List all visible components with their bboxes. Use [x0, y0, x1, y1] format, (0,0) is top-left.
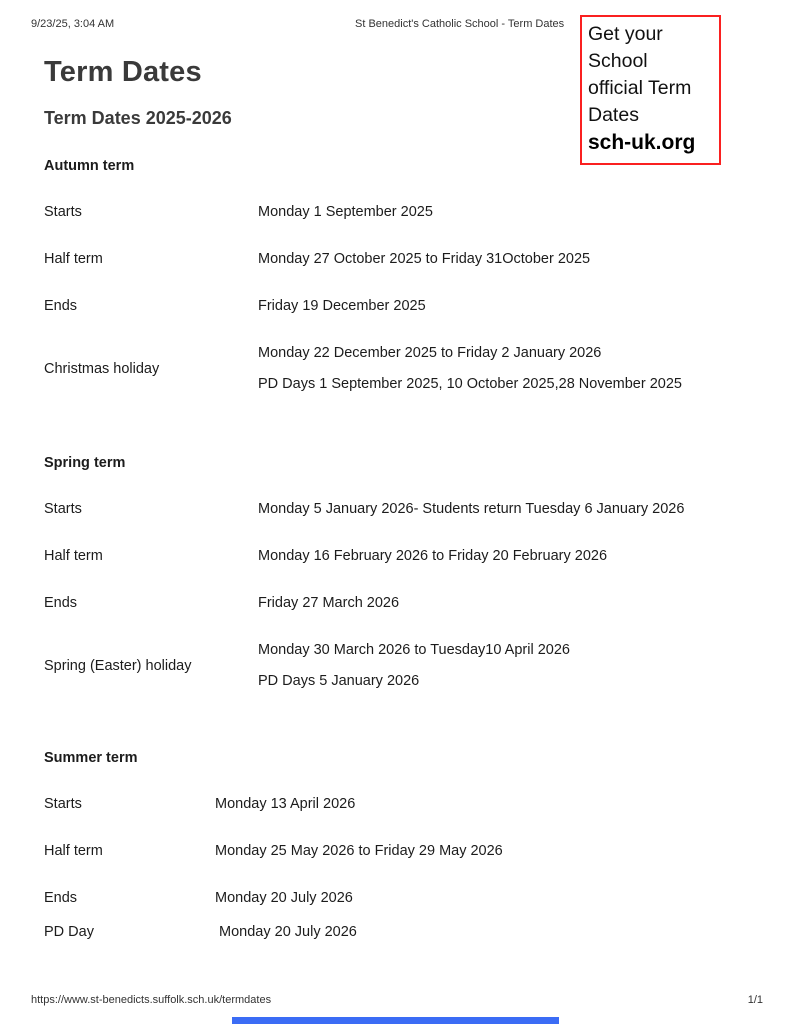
term-row-label: Starts [44, 796, 82, 812]
term-row-value: Monday 27 October 2025 to Friday 31October 2025 [258, 251, 591, 267]
term-row-value: PD Days 5 January 2026 [258, 673, 420, 689]
term-dates-content [44, 159, 760, 972]
term-row-label: Ends [44, 595, 78, 611]
bottom-blue-bar [232, 1017, 559, 1024]
section-autumn-term [44, 159, 760, 392]
term-row [44, 549, 760, 564]
section-heading: Spring term [44, 455, 126, 471]
term-row-value: Monday 13 April 2026 [215, 796, 356, 812]
term-row [44, 797, 760, 812]
term-row-label: Starts [44, 501, 82, 517]
print-document-title: St Benedict's Catholic School - Term Dates [355, 18, 565, 30]
term-row-value: Monday 1 September 2025 [258, 204, 433, 220]
term-row-value: Monday 25 May 2026 to Friday 29 May 2026 [215, 843, 503, 859]
print-timestamp: 9/23/25, 3:04 AM [31, 18, 115, 30]
term-row-value: Monday 16 February 2026 to Friday 20 February 2026 [258, 548, 608, 564]
term-row-value: Monday 30 March 2026 to Tuesday10 April 2026 [258, 642, 570, 658]
ad-text-line: School [588, 50, 648, 72]
ad-brand-url: sch-uk.org [588, 131, 696, 154]
print-footer-page-indicator: 1/1 [747, 994, 763, 1006]
page-subtitle: Term Dates 2025-2026 [44, 108, 232, 128]
term-row-label: PD Day [44, 924, 94, 940]
term-row-value: Friday 27 March 2026 [258, 595, 400, 611]
term-row-holiday [44, 346, 760, 392]
term-row-values [258, 346, 682, 392]
print-footer-url: https://www.st-benedicts.suffolk.sch.uk/termdates [31, 994, 272, 1006]
page-title: Term Dates [44, 56, 202, 88]
term-row-label: Spring (Easter) holiday [44, 657, 192, 674]
ad-text-line: official Term [588, 77, 692, 99]
term-row [44, 596, 760, 611]
term-row-label: Christmas holiday [44, 360, 160, 377]
term-row-values [258, 643, 570, 689]
term-row-label: Half term [44, 251, 103, 267]
ad-box-sch-uk[interactable] [580, 15, 721, 165]
section-spring-term [44, 456, 760, 689]
section-heading: Summer term [44, 750, 138, 766]
section-heading: Autumn term [44, 158, 135, 174]
term-row-label: Starts [44, 204, 82, 220]
term-row [44, 844, 760, 859]
term-row-value: Monday 20 July 2026 [215, 924, 357, 940]
term-row-label: Half term [44, 548, 103, 564]
term-row-label: Ends [44, 298, 78, 314]
term-row [44, 205, 760, 220]
term-row-value: Friday 19 December 2025 [258, 298, 426, 314]
term-row [44, 925, 760, 940]
term-row-label: Ends [44, 890, 78, 906]
ad-text-line: Dates [588, 104, 639, 126]
term-row [44, 252, 760, 267]
term-row [44, 299, 760, 314]
term-row-holiday [44, 643, 760, 689]
term-row-value: PD Days 1 September 2025, 10 October 2025,28 November 2025 [258, 376, 682, 392]
term-row [44, 502, 760, 517]
ad-text-line: Get your [588, 23, 663, 45]
section-summer-term [44, 751, 760, 940]
term-row-value: Monday 20 July 2026 [215, 890, 353, 906]
term-row-value: Monday 22 December 2025 to Friday 2 January 2026 [258, 345, 602, 361]
term-row-label: Half term [44, 843, 103, 859]
term-row-value: Monday 5 January 2026- Students return Tuesday 6 January 2026 [258, 501, 685, 517]
term-row [44, 891, 760, 906]
